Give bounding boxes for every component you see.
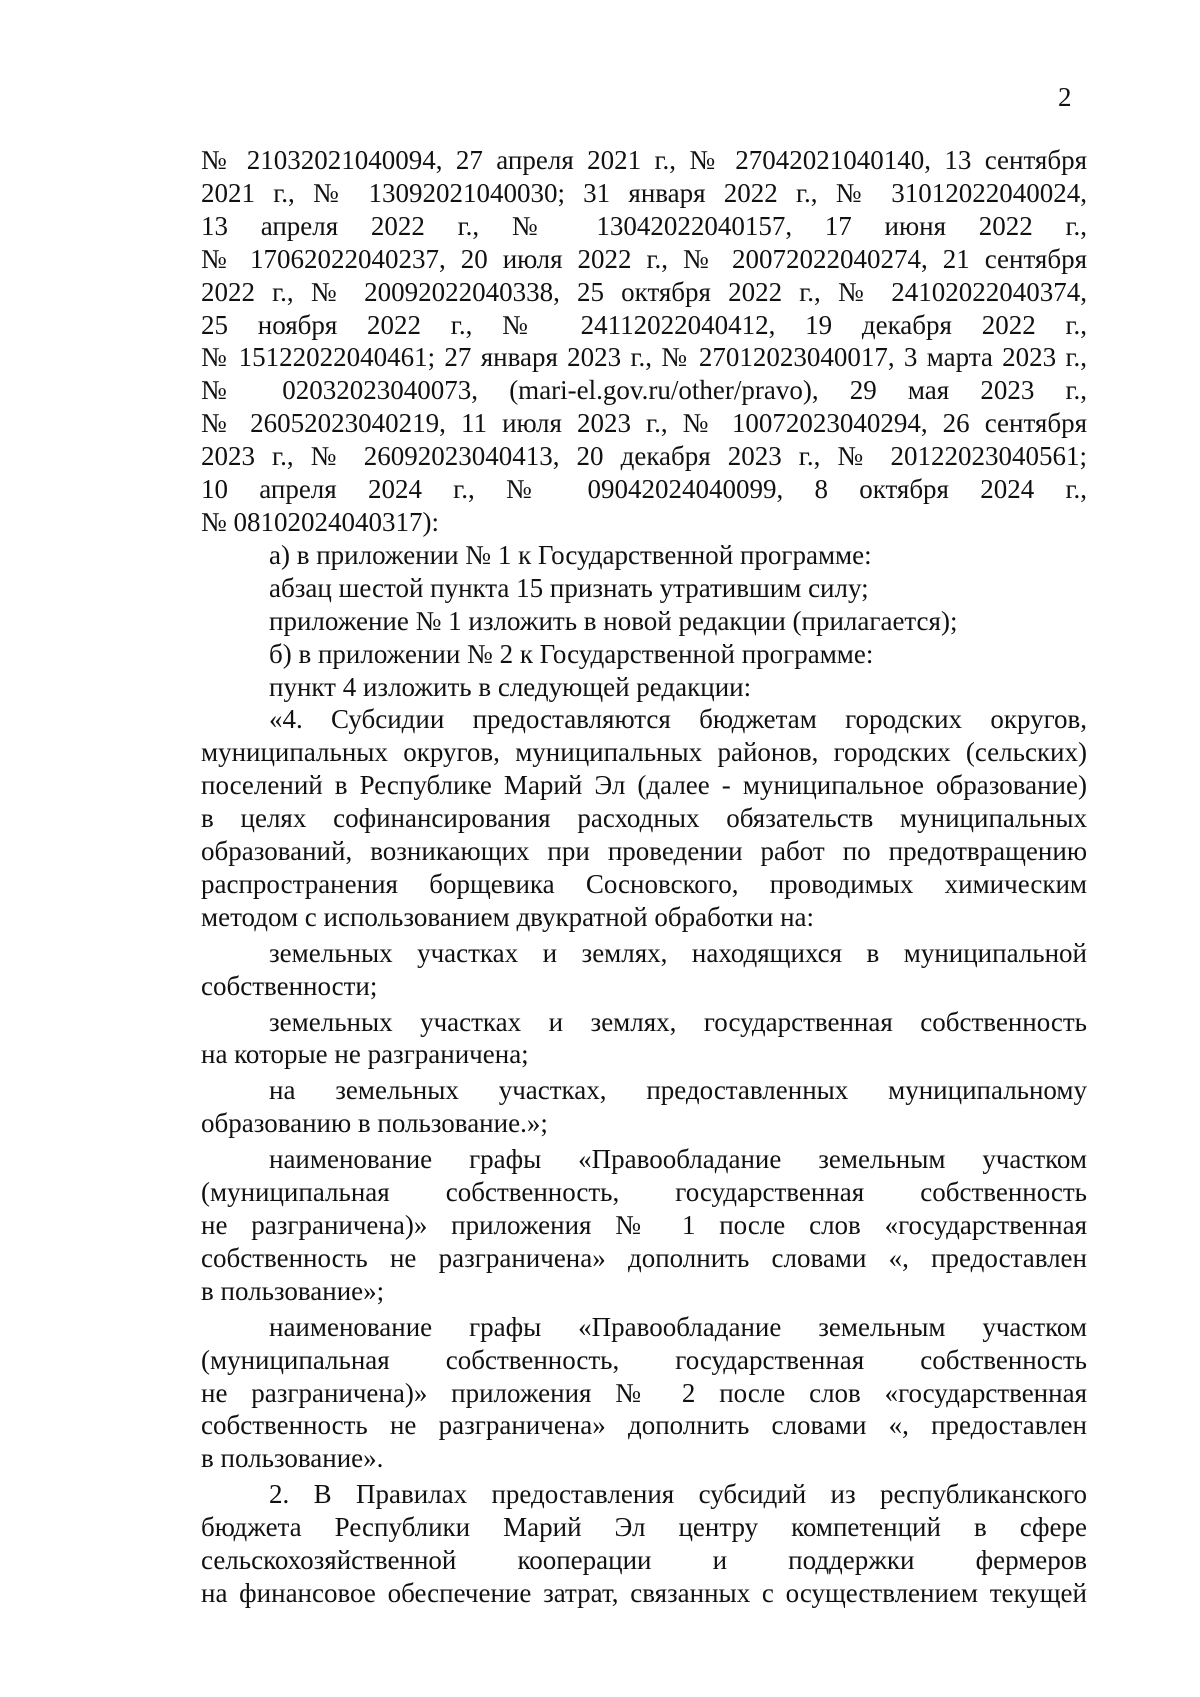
text-line: № 17062022040237, 20 июля 2022 г., № 20072022040274, 21 сентября [201,243,1087,274]
text-line: образований, возникающих при проведении работ по предотвращению [201,836,1087,867]
text-line: «4. Субсидии предоставляются бюджетам городских округов, [269,704,1087,735]
text-line: на которые не разграничена; [201,1039,529,1070]
text-line: образованию в пользование.»; [201,1108,548,1139]
text-line: 2022 г., № 20092022040338, 25 октября 2022 г., № 24102022040374, [201,276,1087,307]
text-line: 25 ноября 2022 г., № 24112022040412, 19 декабря 2022 г., [201,309,1087,340]
text-line: (муниципальная собственность, государственная собственность [201,1177,1087,1208]
text-line: (муниципальная собственность, государственная собственность [201,1344,1087,1375]
text-line: № 02032023040073, (mari-el.gov.ru/other/pravo), 29 мая 2023 г., [201,375,1087,406]
text-line: муниципальных округов, муниципальных районов, городских (сельских) [201,737,1087,768]
text-line: в пользование». [201,1443,384,1474]
text-line: № 21032021040094, 27 апреля 2021 г., № 27042021040140, 13 сентября [201,145,1087,175]
text-line: собственность не разграничена» дополнить словами «, предоставлен [201,1410,1087,1441]
text-line: абзац шестой пункта 15 признать утратившим силу; [269,572,869,603]
text-line: № 26052023040219, 11 июля 2023 г., № 10072023040294, 26 сентября [201,408,1087,439]
text-line: 10 апреля 2024 г., № 09042024040099, 8 октября 2024 г., [201,474,1087,505]
page-number: 2 [1058,82,1072,112]
text-line: 2023 г., № 26092023040413, 20 декабря 2023 г., № 20122023040561; [201,441,1087,472]
text-line: бюджета Республики Марий Эл центру компетенций в сфере [201,1512,1087,1543]
text-line: собственность не разграничена» дополнить словами «, предоставлен [201,1242,1087,1273]
text-line: № 08102024040317): [201,506,440,537]
text-line: б) в приложении № 2 к Государственной программе: [269,638,874,669]
text-line: а) в приложении № 1 к Государственной программе: [269,539,872,570]
text-line: № 15122022040461; 27 января 2023 г., № 27012023040017, 3 марта 2023 г., [201,342,1087,373]
text-line: наименование графы «Правообладание земельным участком [269,1144,1087,1175]
text-line: земельных участках и землях, государственная собственность [269,1006,1087,1037]
text-line: 2. В Правилах предоставления субсидий из республиканского [269,1479,1087,1510]
text-line: 13 апреля 2022 г., № 13042022040157, 17 июня 2022 г., [201,210,1087,241]
text-line: методом с использованием двукратной обработки на: [201,901,815,932]
text-line: распространения борщевика Сосновского, проводимых химическим [201,868,1087,899]
text-line: в целях софинансирования расходных обязательств муниципальных [201,803,1087,834]
text-line: в пользование»; [201,1275,385,1306]
text-line: сельскохозяйственной кооперации и поддержки фермеров [201,1545,1087,1576]
text-line: 2021 г., № 13092021040030; 31 января 2022 г., № 31012022040024, [201,177,1087,208]
text-line: на финансовое обеспечение затрат, связанных с осуществлением текущей [201,1577,1087,1608]
text-line: наименование графы «Правообладание земельным участком [269,1311,1087,1342]
text-line: земельных участках и землях, находящихся в муниципальной [269,937,1087,968]
text-line: приложение № 1 изложить в новой редакции (прилагается); [269,605,958,636]
text-line: не разграничена)» приложения № 2 после слов «государственная [201,1377,1087,1408]
text-line: пункт 4 изложить в следующей редакции: [269,671,752,702]
text-line: не разграничена)» приложения № 1 после слов «государственная [201,1210,1087,1240]
text-line: собственности; [201,970,378,1001]
text-line: поселений в Республике Марий Эл (далее - муниципальное образование) [201,770,1087,801]
document-body [201,144,1087,1610]
text-line: на земельных участках, предоставленных муниципальному [269,1075,1087,1106]
